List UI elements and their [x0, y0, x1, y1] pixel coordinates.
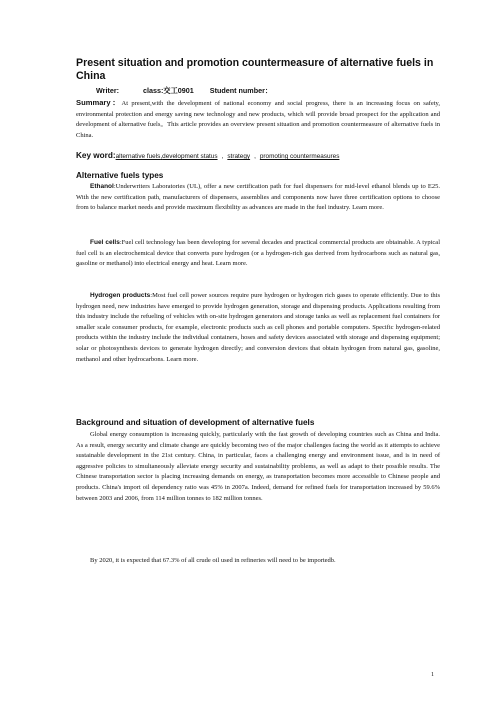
class-label: class:交工0901: [143, 86, 194, 95]
hydrogen-text: :Most fuel cell power sources require pure hydrogen or hydrogen rich gases to operate efficiently. Due to this hydrogen need, new industries have emerged to provide hydrogen generation, storage and dispensing products. Applications resulting from this industry include the refueling of vehicles with on-site hydrogen generators and storage tanks as well as replacement fuel containers for smaller scale consumer products, for example, electronic products such as cell phones and portable computers. Specific hydrogen-related products within the industry include the individual containers, hoses and safety devices associated with storage and dispensing equipment; solar or photosynthesis devices to generate hydrogen directly; and conversion devices that obtain hydrogen from natural gas, gasoline, methanol and other hydrocarbons. Learn more.: [76, 292, 440, 363]
keyword-sep-2: ,: [221, 153, 224, 160]
keyword-1: alternative fuels: [115, 153, 161, 160]
background-paragraph-1: Global energy consumption is increasing quickly, particularly with the fast growth of developing countries such as China and India. As a result, energy security and climate change are quickly becoming two of the major challenges facing the world as it attempts to achieve sustainable development in the 21st century. China, in particular, faces a challenging energy and environment issue, and is in need of aggressive policies to simultaneously alleviate energy security and sustainability problems, as well as adapt to their possible results. The Chinese transportation sector is placing increasing demands on energy, as transportation becomes more accessible to Chinese people and products. China's import oil dependency ratio was 45% in 2007a. Indeed, demand for refined fuels for transportation increased by 59.6% between 2003 and 2006, from 114 million tonnes to 182 million tonnes.: [76, 431, 440, 502]
summary-paragraph: [76, 98, 440, 141]
keywords-label: Key word:: [76, 151, 116, 160]
keyword-sep-3: ,: [254, 153, 256, 160]
author-info: [96, 86, 436, 95]
fuel-cells-paragraph: [76, 238, 440, 270]
page-number: 1: [431, 671, 435, 678]
hydrogen-label: Hydrogen products: [90, 292, 151, 299]
fuel-cells-label: Fuel cells: [90, 239, 120, 246]
fuel-cells-text: :Fuel cell technology has been developing for several decades and practical commercial products are obtainable. A typical fuel cell is an electrochemical device that converts pure hydrogen (or a hydrogen-rich gas derived from hydrocarbons such as natural gas, gasoline or methanol) into electrical energy and heat. Learn more.: [76, 239, 440, 268]
background-paragraph-2: By 2020, it is expected that 67.3% of all crude oil used in refineries will need to be importedb.: [90, 557, 336, 564]
ethanol-paragraph: [76, 182, 440, 214]
section-heading-background: Background and situation of development of alternative fuels: [76, 418, 315, 427]
section-heading-types: Alternative fuels types: [76, 171, 164, 180]
keyword-2: development status: [162, 153, 218, 160]
ethanol-label: Ethanol: [90, 183, 114, 190]
keyword-sep-1: ,: [160, 153, 163, 160]
document-title: Present situation and promotion countermeasure of alternative fuels in China: [76, 57, 434, 82]
summary-text: At present,with the development of national economy and social progress, there is an increasing focus on safety, environmental protection and energy saving new technology and new products, which will provide broad prospect for the application and development of alternative fuels。This article provides an overview present situation and promotion countermeasure of alternative fuels in China.: [76, 100, 441, 139]
student-number-label: Student number：: [209, 86, 273, 95]
ethanol-text: :Underwriters Laboratories (UL), offer a new certification path for fuel dispensers for mid-level ethanol blends up to E25. With the new certification path, manufacturers of dispensers, assemblies and components now have three certification options to choose from to balance market needs and provide maximum flexibility as advances are made in the fuel industry. Learn more.: [76, 183, 440, 212]
keywords-row: [76, 150, 440, 162]
keyword-3: strategy: [227, 153, 251, 160]
writer-label: Writer:: [96, 86, 120, 95]
keyword-4: promoting countermeasures: [259, 153, 340, 160]
summary-label: Summary：: [76, 98, 122, 107]
hydrogen-paragraph: [76, 291, 440, 365]
